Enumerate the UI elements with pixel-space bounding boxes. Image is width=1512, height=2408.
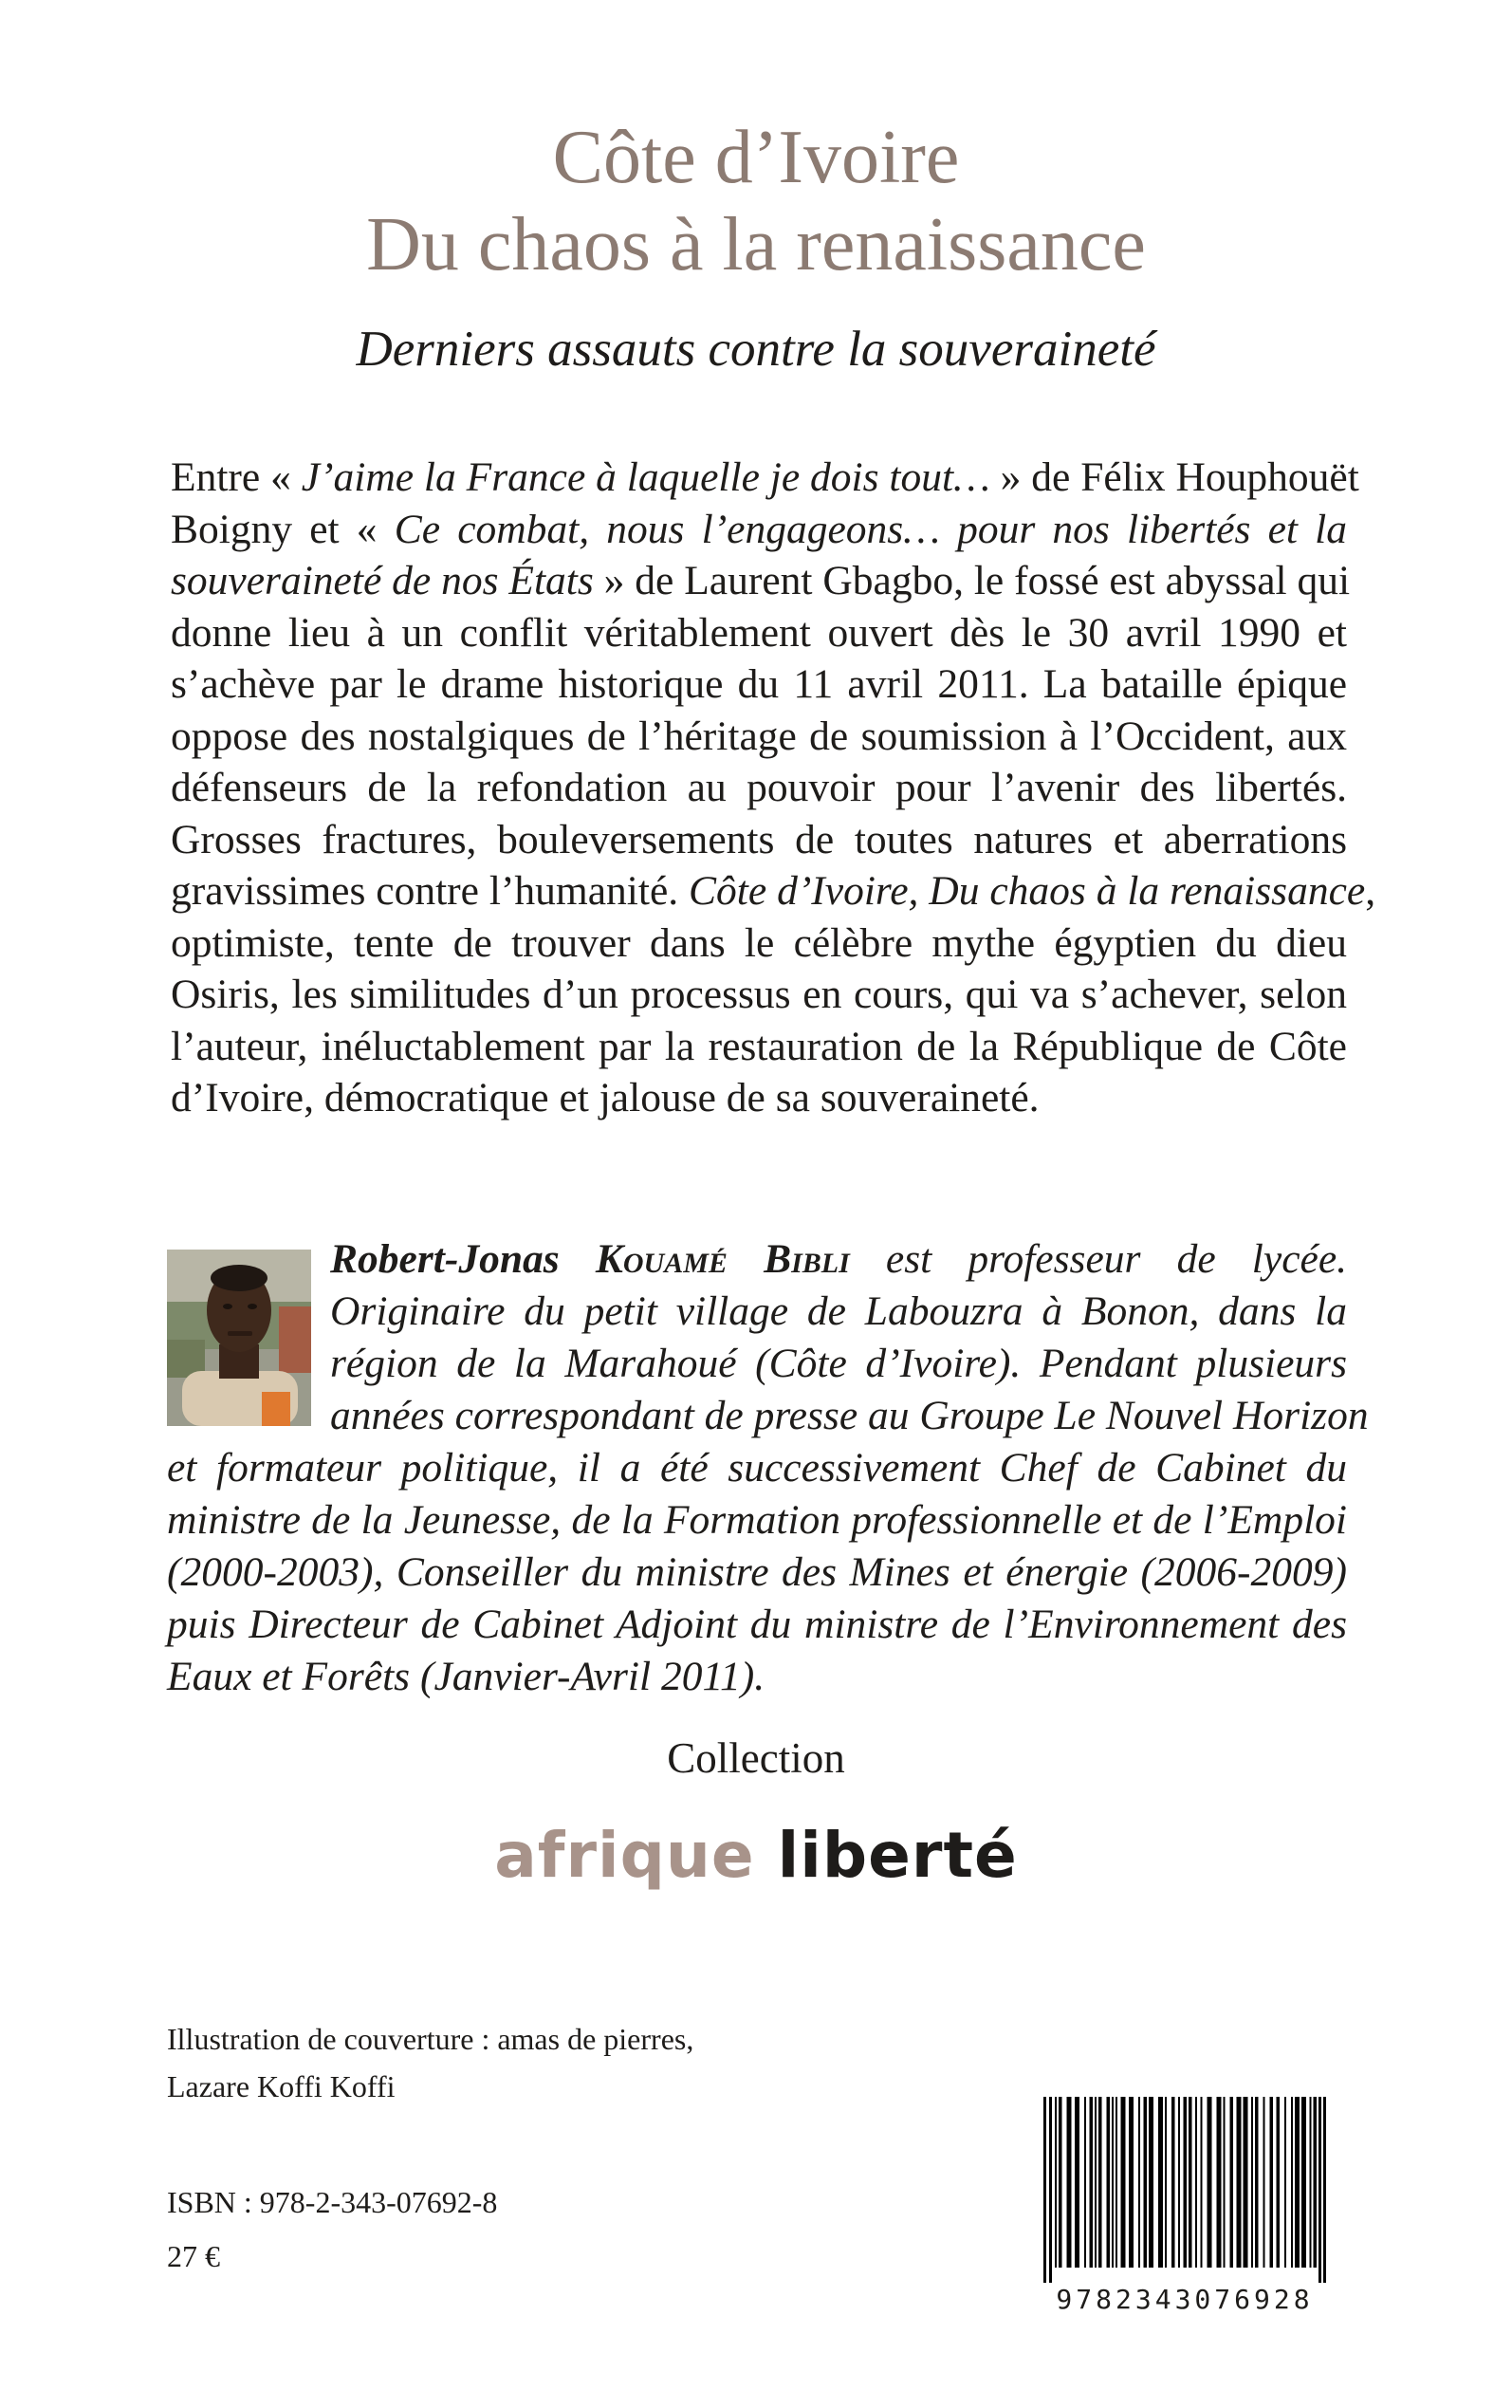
price: 27 € bbox=[167, 2239, 220, 2273]
collection-logo bbox=[0, 1819, 1512, 1892]
title-line-2: Du chaos à la renaissance bbox=[366, 203, 1146, 287]
author-surname-1: Kouamé bbox=[595, 1236, 728, 1282]
synopsis-line: Grosses fractures, bouleversements de toutes natures et aberrations bbox=[171, 816, 1347, 862]
barcode-bars-icon bbox=[1040, 2097, 1330, 2283]
bio-line: Robert-Jonas Kouamé Bibli est professeur de lycée. bbox=[330, 1236, 1347, 1282]
synopsis-line: défenseurs de la refondation au pouvoir pour l’avenir des libertés. bbox=[171, 765, 1347, 810]
barcode bbox=[1040, 2097, 1330, 2315]
bio-line: région de la Marahoué (Côte d’Ivoire). Pendant plusieurs bbox=[330, 1341, 1347, 1386]
credit-line-2: Lazare Koffi Koffi bbox=[167, 2069, 396, 2103]
synopsis-line: Osiris, les similitudes d’un processus en cours, qui va s’achever, selon bbox=[171, 972, 1347, 1017]
bio-line: (2000-2003), Conseiller du ministre des Mines et énergie (2006-2009) bbox=[167, 1549, 1347, 1595]
bio-line: puis Directeur de Cabinet Adjoint du ministre de l’Environnement des bbox=[167, 1602, 1347, 1647]
synopsis-line: optimiste, tente de trouver dans le célèbre mythe égyptien du dieu bbox=[171, 919, 1347, 966]
cover-illustration-credit bbox=[167, 2015, 693, 2110]
synopsis-line: oppose des nostalgiques de l’héritage de soumission à l’Occident, aux bbox=[171, 713, 1347, 759]
logo-afrique: afrique bbox=[494, 1819, 755, 1892]
logo-liberte: liberté bbox=[777, 1819, 1018, 1892]
bio-line: et formateur politique, il a été successivement Chef de Cabinet du bbox=[167, 1445, 1347, 1491]
bio-line: Eaux et Forêts (Janvier-Avril 2011). bbox=[167, 1654, 765, 1699]
synopsis-line: s’achève par le drame historique du 11 avril 2011. La bataille épique bbox=[171, 661, 1347, 707]
synopsis-line: l’auteur, inéluctablement par la restauration de la République de Côte bbox=[171, 1023, 1347, 1069]
author-surname-2: Bibli bbox=[764, 1236, 850, 1282]
author-biography bbox=[167, 1233, 1369, 1703]
book-title bbox=[0, 114, 1512, 288]
synopsis-line: donne lieu à un conflit véritablement ouvert dès le 30 avril 1990 et bbox=[171, 609, 1347, 656]
book-subtitle: Derniers assauts contre la souveraineté bbox=[356, 322, 1156, 377]
barcode-number: 9782343076928 bbox=[1056, 2284, 1314, 2315]
synopsis-line: Entre « J’aime la France à laquelle je dois tout… » de Félix Houphouët bbox=[171, 454, 1359, 500]
title-line-1: Côte d’Ivoire bbox=[552, 116, 960, 199]
synopsis-line: gravissimes contre l’humanité. Côte d’Ivoire, Du chaos à la renaissance, bbox=[171, 868, 1376, 914]
synopsis-line: d’Ivoire, démocratique et jalouse de sa souveraineté. bbox=[171, 1075, 1040, 1121]
synopsis bbox=[171, 452, 1376, 1124]
collection-label: Collection bbox=[667, 1734, 845, 1782]
bio-line: ministre de la Jeunesse, de la Formation professionnelle et de l’Emploi bbox=[167, 1497, 1347, 1543]
author-name-first: Robert-Jonas bbox=[330, 1236, 596, 1282]
bio-line: Originaire du petit village de Labouzra à Bonon, dans la bbox=[330, 1288, 1347, 1334]
credit-line-1: Illustration de couverture : amas de pierres, bbox=[167, 2022, 694, 2056]
bio-line: années correspondant de presse au Groupe Le Nouvel Horizon bbox=[330, 1393, 1369, 1438]
synopsis-line: souveraineté de nos États » de Laurent Gbagbo, le fossé est abyssal qui bbox=[171, 558, 1351, 603]
isbn: ISBN : 978-2-343-07692-8 bbox=[167, 2185, 498, 2219]
synopsis-line: Boigny et « Ce combat, nous l’engageons… pour nos libertés et la bbox=[171, 506, 1347, 552]
